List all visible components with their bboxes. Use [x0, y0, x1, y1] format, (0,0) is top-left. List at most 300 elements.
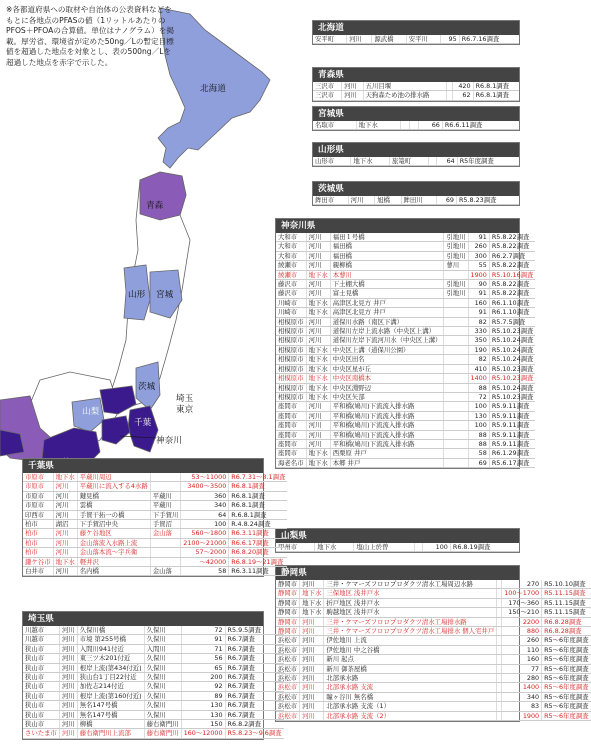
- cell-type: 地下水: [300, 608, 324, 617]
- cell-type: 河川: [306, 261, 330, 270]
- data-table: [276, 580, 591, 721]
- cell-value: 2100〜21000: [181, 538, 229, 547]
- cell-type: 河川: [59, 720, 77, 729]
- cell-city: 柏市: [23, 529, 53, 538]
- cell-place: 中央区南橋本: [330, 374, 444, 383]
- table-row: [276, 364, 535, 373]
- cell-type: 河川: [59, 673, 77, 682]
- cell-value: 2200: [502, 617, 542, 626]
- cell-value: 130: [468, 411, 489, 420]
- cell-place: 金山落流入水路上流: [77, 538, 150, 547]
- cell-place: 西栗原 井戸: [330, 449, 444, 458]
- cell-value: 91: [181, 635, 225, 644]
- cell-value: 160〜12000: [181, 729, 225, 738]
- cell-date: R5〜6年度調査: [542, 645, 591, 654]
- table-row: [276, 392, 535, 401]
- cell-value: 160: [468, 298, 489, 307]
- cell-value: 260: [468, 242, 489, 251]
- cell-type: 河川: [306, 251, 330, 260]
- cell-type: 河川: [347, 35, 372, 44]
- cell-river: 入間川: [144, 644, 181, 653]
- table-row: [313, 91, 519, 100]
- cell-place: 三井・ケマーズフロロプロダクツ清水工場排水路: [324, 617, 497, 626]
- table-row: [276, 327, 535, 336]
- data-table: [276, 543, 519, 552]
- cell-value: 110: [502, 645, 542, 654]
- cell-value: 57〜2000: [181, 548, 229, 557]
- table-hokkaido: [312, 20, 520, 45]
- table-row: [23, 654, 284, 663]
- table-row: [23, 501, 287, 510]
- cell-value: 64: [436, 157, 457, 166]
- cell-place: 中央区上溝（道保川公園）: [330, 345, 444, 354]
- table-row: [276, 674, 591, 683]
- cell-river: 引地川: [444, 242, 468, 251]
- table-chiba: [22, 458, 286, 577]
- cell-type: 河川: [306, 289, 330, 298]
- cell-type: 河川: [300, 674, 324, 683]
- cell-city: 市原市: [23, 491, 53, 500]
- cell-value: 270: [502, 580, 542, 589]
- cell-date: R5.10.24調査: [489, 345, 535, 354]
- cell-date: R5.10.10調査: [542, 580, 591, 589]
- cell-city: 狭山市: [23, 673, 59, 682]
- cell-date: R5.9.11調査: [489, 439, 535, 448]
- table-shizuoka: [275, 565, 589, 722]
- cell-type: 河川: [300, 580, 324, 589]
- cell-city: 座間市: [276, 449, 306, 458]
- table-row: [23, 701, 284, 710]
- cell-type: 地下水: [300, 598, 324, 607]
- cell-place: 福田１号橋: [330, 233, 444, 242]
- cell-type: 河川: [53, 538, 77, 547]
- cell-value: 1400: [502, 683, 542, 692]
- data-table: [313, 196, 519, 205]
- map-label-aomori: 青森: [146, 201, 164, 211]
- cell-city: 大和市: [276, 251, 306, 260]
- cell-place: 平蔵川周辺: [77, 473, 150, 482]
- cell-type: 河川: [348, 196, 374, 205]
- data-table: [23, 473, 287, 576]
- cell-river: 引地川: [444, 289, 468, 298]
- table-row: [276, 598, 591, 607]
- cell-date: R6.7調査: [225, 682, 284, 691]
- table-row: [276, 242, 535, 251]
- cell-river: [444, 355, 468, 364]
- cell-value: 91: [468, 308, 489, 317]
- cell-date: R5〜6年度調査: [542, 711, 591, 720]
- cell-type: 河川: [306, 402, 330, 411]
- table-row: [276, 608, 591, 617]
- table-ibaraki: [312, 181, 520, 206]
- table-row: [23, 538, 287, 547]
- cell-city: 藤沢市: [276, 289, 306, 298]
- cell-river: [444, 449, 468, 458]
- cell-type: 河川: [59, 710, 77, 719]
- cell-city: 浜松市: [276, 683, 300, 692]
- cell-city: 市原市: [23, 473, 53, 482]
- cell-city: 柏市: [23, 548, 53, 557]
- table-row: [23, 491, 287, 500]
- cell-value: 3400〜3500: [181, 482, 229, 491]
- cell-value: 89: [181, 691, 225, 700]
- cell-place: 三保地区 浅井戸水: [324, 589, 497, 598]
- cell-city: 狭山市: [23, 663, 59, 672]
- cell-city: 安平町: [313, 35, 347, 44]
- cell-type: 河川: [59, 682, 77, 691]
- cell-value: 69: [468, 458, 489, 467]
- cell-value: 91: [468, 233, 489, 242]
- table-row: [276, 421, 535, 430]
- cell-type: 河川: [342, 82, 363, 91]
- cell-date: R6.3.11調査: [229, 567, 288, 576]
- table-row: [276, 251, 535, 260]
- cell-place: 下土棚大橋: [330, 280, 444, 289]
- cell-river: 久保川: [144, 701, 181, 710]
- cell-river: 金山落: [150, 567, 181, 576]
- cell-type: 地下水: [306, 449, 330, 458]
- cell-date: R6.7調査: [225, 663, 284, 672]
- cell-date: R6.8.1調査: [229, 491, 288, 500]
- table-title: 千葉県: [23, 459, 263, 473]
- cell-city: 白井市: [23, 567, 53, 576]
- cell-date: R5.8.22調査: [489, 233, 535, 242]
- cell-place: 鍵見橋: [77, 491, 150, 500]
- cell-city: 三沢市: [313, 82, 342, 91]
- cell-value: 420: [452, 82, 473, 91]
- cell-type: 地下水: [306, 383, 330, 392]
- table-row: [313, 35, 519, 44]
- cell-value: 150: [181, 720, 225, 729]
- cell-type: 河川: [300, 711, 324, 720]
- table-row: [276, 543, 519, 552]
- cell-value: 1400: [468, 374, 489, 383]
- cell-type: 地下水: [306, 392, 330, 401]
- map-label-miyagi: 宮城: [156, 290, 174, 300]
- cell-date: R6.6.11調査: [442, 121, 519, 130]
- table-title: 神奈川県: [276, 219, 519, 233]
- cell-river: [409, 121, 418, 130]
- cell-river: [444, 383, 468, 392]
- cell-city: 山形市: [313, 157, 351, 166]
- cell-place: 下手賀沼中央: [77, 520, 150, 529]
- cell-date: R5.10.16調査: [489, 270, 535, 279]
- cell-value: 77: [502, 664, 542, 673]
- cell-value: 88: [468, 439, 489, 448]
- cell-value: 72: [181, 626, 225, 635]
- cell-river: [444, 308, 468, 317]
- map-label-kanagawa: 神奈川: [156, 436, 182, 446]
- cell-place: 福田橋: [330, 251, 444, 260]
- cell-city: 柏市: [23, 538, 53, 547]
- cell-river: [444, 458, 468, 467]
- cell-place: 根岸上流(第434付近): [77, 663, 144, 672]
- table-row: [276, 355, 535, 364]
- table-row: [276, 711, 591, 720]
- cell-place: 旅篭町: [390, 157, 429, 166]
- cell-city: 静岡市: [276, 627, 300, 636]
- cell-city: 相模原市: [276, 392, 306, 401]
- cell-type: 地下水: [306, 270, 330, 279]
- cell-river: [444, 298, 468, 307]
- cell-date: R6.7調査: [225, 673, 284, 682]
- cell-type: 河川: [306, 327, 330, 336]
- cell-type: 河川: [306, 411, 330, 420]
- cell-value: 82: [468, 317, 489, 326]
- cell-type: 河川: [53, 529, 77, 538]
- cell-value: 65: [181, 663, 225, 672]
- table-row: [276, 589, 591, 598]
- cell-date: R6.8.28調査: [542, 617, 591, 626]
- cell-value: 340: [181, 501, 229, 510]
- cell-type: 河川: [306, 430, 330, 439]
- cell-type: 河川: [59, 729, 77, 738]
- cell-city: 藤沢市: [276, 280, 306, 289]
- table-title: 山形県: [313, 143, 519, 157]
- cell-river: [444, 345, 468, 354]
- cell-river: 引地川: [444, 280, 468, 289]
- cell-city: 座間市: [276, 402, 306, 411]
- table-row: [276, 298, 535, 307]
- cell-city: 相模原市: [276, 355, 306, 364]
- cell-place: 中央区田名: [330, 355, 444, 364]
- cell-date: R.6.8.1調査: [229, 510, 288, 519]
- cell-type: 地下水: [306, 308, 330, 317]
- cell-river: 金山落: [150, 529, 181, 538]
- cell-river: 久保川: [144, 626, 181, 635]
- cell-date: R6.7.31〜8.1調査: [229, 473, 288, 482]
- data-table: [276, 233, 535, 468]
- table-row: [313, 82, 519, 91]
- cell-value: 410: [468, 364, 489, 373]
- cell-river: [428, 157, 436, 166]
- cell-type: 河川: [306, 233, 330, 242]
- cell-city: 相模原市: [276, 374, 306, 383]
- table-row: [23, 663, 284, 672]
- cell-type: 河川: [300, 702, 324, 711]
- cell-place: 五川目堰: [363, 82, 446, 91]
- cell-city: 川越市: [23, 635, 59, 644]
- cell-type: 河川: [53, 482, 77, 491]
- cell-type: 地下水: [356, 121, 400, 130]
- cell-type: 地下水: [351, 157, 390, 166]
- cell-place: 藤ケ谷地区: [77, 529, 150, 538]
- cell-type: 地下水: [53, 473, 77, 482]
- table-row: [23, 673, 284, 682]
- cell-place: 柳橋: [77, 720, 144, 729]
- table-row: [276, 383, 535, 392]
- cell-value: 66: [418, 121, 442, 130]
- cell-value: 91: [468, 289, 489, 298]
- table-title: 静岡県: [276, 566, 519, 580]
- cell-river: 引地川: [444, 233, 468, 242]
- cell-place: 北部承水路 支流（2）: [324, 711, 497, 720]
- cell-type: 河川: [59, 635, 77, 644]
- table-row: [23, 529, 287, 538]
- cell-river: [150, 482, 181, 491]
- cell-type: 河川: [53, 567, 77, 576]
- cell-type: 地下水: [315, 543, 354, 552]
- cell-value: 100: [468, 402, 489, 411]
- cell-date: R5.9.5調査: [225, 626, 284, 635]
- cell-type: 河川: [53, 510, 77, 519]
- cell-city: 相模原市: [276, 336, 306, 345]
- cell-date: R6.7調査: [225, 635, 284, 644]
- method-note: ※各都道府県への取材や自治体の公表資料などをもとに各地点のPFASの値（1リットルあたりのPFOS＋PFOAの合算値。単位はナノグラム）を掲載。厚労省、環境省が定めた50ng／Lの暫定目標値を超過した地点を対象とし、表の500ng／Lを超過した地点を赤字で示した。: [6, 5, 174, 67]
- cell-city: 大和市: [276, 242, 306, 251]
- cell-date: R5.10.24調査: [489, 383, 535, 392]
- table-row: [276, 580, 591, 589]
- cell-value: 1900: [502, 711, 542, 720]
- table-row: [23, 635, 284, 644]
- cell-date: R5〜6年度調査: [542, 692, 591, 701]
- table-kanagawa: [275, 218, 534, 469]
- table-yamanashi: [275, 528, 520, 553]
- cell-city: 市原市: [23, 501, 53, 510]
- cell-value: 55: [468, 261, 489, 270]
- table-row: [276, 617, 591, 626]
- cell-city: 市原市: [23, 482, 53, 491]
- cell-date: R6.8.19〜21調査: [229, 557, 288, 566]
- cell-date: R6.6.17調査: [229, 538, 288, 547]
- table-row: [276, 289, 535, 298]
- cell-place: 金山落本流〜宇兵衛: [77, 548, 150, 557]
- cell-date: R6.7.16調査: [459, 35, 519, 44]
- data-table: [313, 157, 519, 166]
- table-row: [276, 692, 591, 701]
- cell-city: 川越市: [23, 626, 59, 635]
- table-row: [276, 683, 591, 692]
- cell-city: 相模原市: [276, 317, 306, 326]
- cell-city: 狭山市: [23, 644, 59, 653]
- cell-date: R6.2.7調査: [489, 251, 535, 260]
- cell-type: 河川: [59, 691, 77, 700]
- cell-city: 座間市: [276, 421, 306, 430]
- cell-type: 地下水: [306, 345, 330, 354]
- cell-type: 河川: [53, 548, 77, 557]
- cell-value: 88: [468, 383, 489, 392]
- cell-place: 軽井沢: [77, 557, 150, 566]
- table-title: 北海道: [313, 21, 519, 35]
- table-row: [23, 548, 287, 557]
- data-table: [313, 82, 519, 101]
- cell-type: 河川: [53, 501, 77, 510]
- cell-value: 560〜1800: [181, 529, 229, 538]
- table-row: [276, 317, 535, 326]
- cell-value: 72: [468, 392, 489, 401]
- cell-place: 入間川941付近: [77, 644, 144, 653]
- cell-place: 中央区星が丘: [330, 364, 444, 373]
- cell-river: [150, 538, 181, 547]
- cell-date: R5.11.15調査: [542, 608, 591, 617]
- cell-river: [150, 557, 181, 566]
- cell-date: R5〜6年度調査: [542, 636, 591, 645]
- cell-river: 藤右衛門川: [144, 720, 181, 729]
- cell-place: 天狗森ため池の排水路: [363, 91, 446, 100]
- table-miyagi: [312, 106, 520, 131]
- cell-place: 狭山台1丁目22付近: [77, 673, 144, 682]
- table-saitama: [22, 611, 282, 740]
- cell-date: R5.10.24調査: [489, 336, 535, 345]
- cell-river: [150, 548, 181, 557]
- cell-date: R5.9.11調査: [489, 402, 535, 411]
- table-title: 茨城県: [313, 182, 519, 196]
- cell-river: [444, 270, 468, 279]
- table-row: [23, 644, 284, 653]
- cell-place: 名内橋: [77, 567, 150, 576]
- cell-value: 〜42000: [181, 557, 229, 566]
- cell-place: 三井・ケマーズフロロプロダクツ清水工場排水 個人宅井戸: [324, 627, 497, 636]
- table-row: [23, 626, 284, 635]
- cell-city: 三沢市: [313, 91, 342, 100]
- cell-value: 83: [502, 702, 542, 711]
- cell-value: 95: [441, 35, 460, 44]
- map-label-saitama: 埼玉: [176, 394, 194, 404]
- cell-value: 90: [468, 280, 489, 289]
- cell-city: 浜松市: [276, 636, 300, 645]
- cell-date: R5.7.5調査: [489, 317, 535, 326]
- cell-river: 藤右衛門川: [144, 729, 181, 738]
- cell-river: 久保川: [144, 673, 181, 682]
- cell-date: R5.6.17調査: [489, 458, 535, 467]
- cell-city: 川崎市: [276, 308, 306, 317]
- table-row: [276, 345, 535, 354]
- cell-place: 駒越地区 浅井戸水: [324, 608, 497, 617]
- cell-city: 綾瀬市: [276, 261, 306, 270]
- table-row: [276, 702, 591, 711]
- cell-type: 河川: [59, 644, 77, 653]
- cell-date: R5.10.23調査: [489, 364, 535, 373]
- cell-river: [150, 473, 181, 482]
- map-label-yamanashi: 山梨: [82, 407, 100, 417]
- cell-city: 狭山市: [23, 682, 59, 691]
- cell-river: 久保川: [144, 691, 181, 700]
- table-row: [23, 682, 284, 691]
- cell-place: 平蔵川に流入する4水路: [77, 482, 150, 491]
- cell-date: R5.10.23調査: [489, 374, 535, 383]
- cell-river: 手賀沼: [150, 520, 181, 529]
- cell-date: R6.7調査: [225, 710, 284, 719]
- cell-city: 甲州市: [276, 543, 315, 552]
- cell-city: 鎌ケ谷市: [23, 557, 53, 566]
- table-row: [276, 261, 535, 270]
- cell-type: 湖沼: [53, 520, 77, 529]
- cell-type: 地下水: [306, 374, 330, 383]
- cell-river: 久保川: [144, 635, 181, 644]
- cell-city: 柏市: [23, 520, 53, 529]
- cell-place: 平和橋(鳩川)下流流入排水路: [330, 421, 444, 430]
- cell-date: R5.10.23調査: [489, 392, 535, 401]
- cell-river: [444, 439, 468, 448]
- cell-river: [444, 317, 468, 326]
- cell-city: 海老名市: [276, 458, 306, 467]
- cell-place: 平和橋(鳩川)下流流入排水路: [330, 402, 444, 411]
- cell-river: [444, 364, 468, 373]
- cell-date: R5.8.22調査: [489, 242, 535, 251]
- map-label-tokyo: 東京: [176, 405, 194, 415]
- table-row: [276, 280, 535, 289]
- cell-type: 河川: [53, 491, 77, 500]
- cell-value: 100: [468, 421, 489, 430]
- cell-type: 河川: [59, 626, 77, 635]
- table-row: [276, 308, 535, 317]
- cell-place: 高津区北見方 井戸: [330, 308, 444, 317]
- cell-city: 相模原市: [276, 327, 306, 336]
- cell-date: R6.8.1調査: [473, 91, 519, 100]
- cell-city: 相模原市: [276, 364, 306, 373]
- cell-city: 狭山市: [23, 691, 59, 700]
- cell-date: R6.7調査: [225, 644, 284, 653]
